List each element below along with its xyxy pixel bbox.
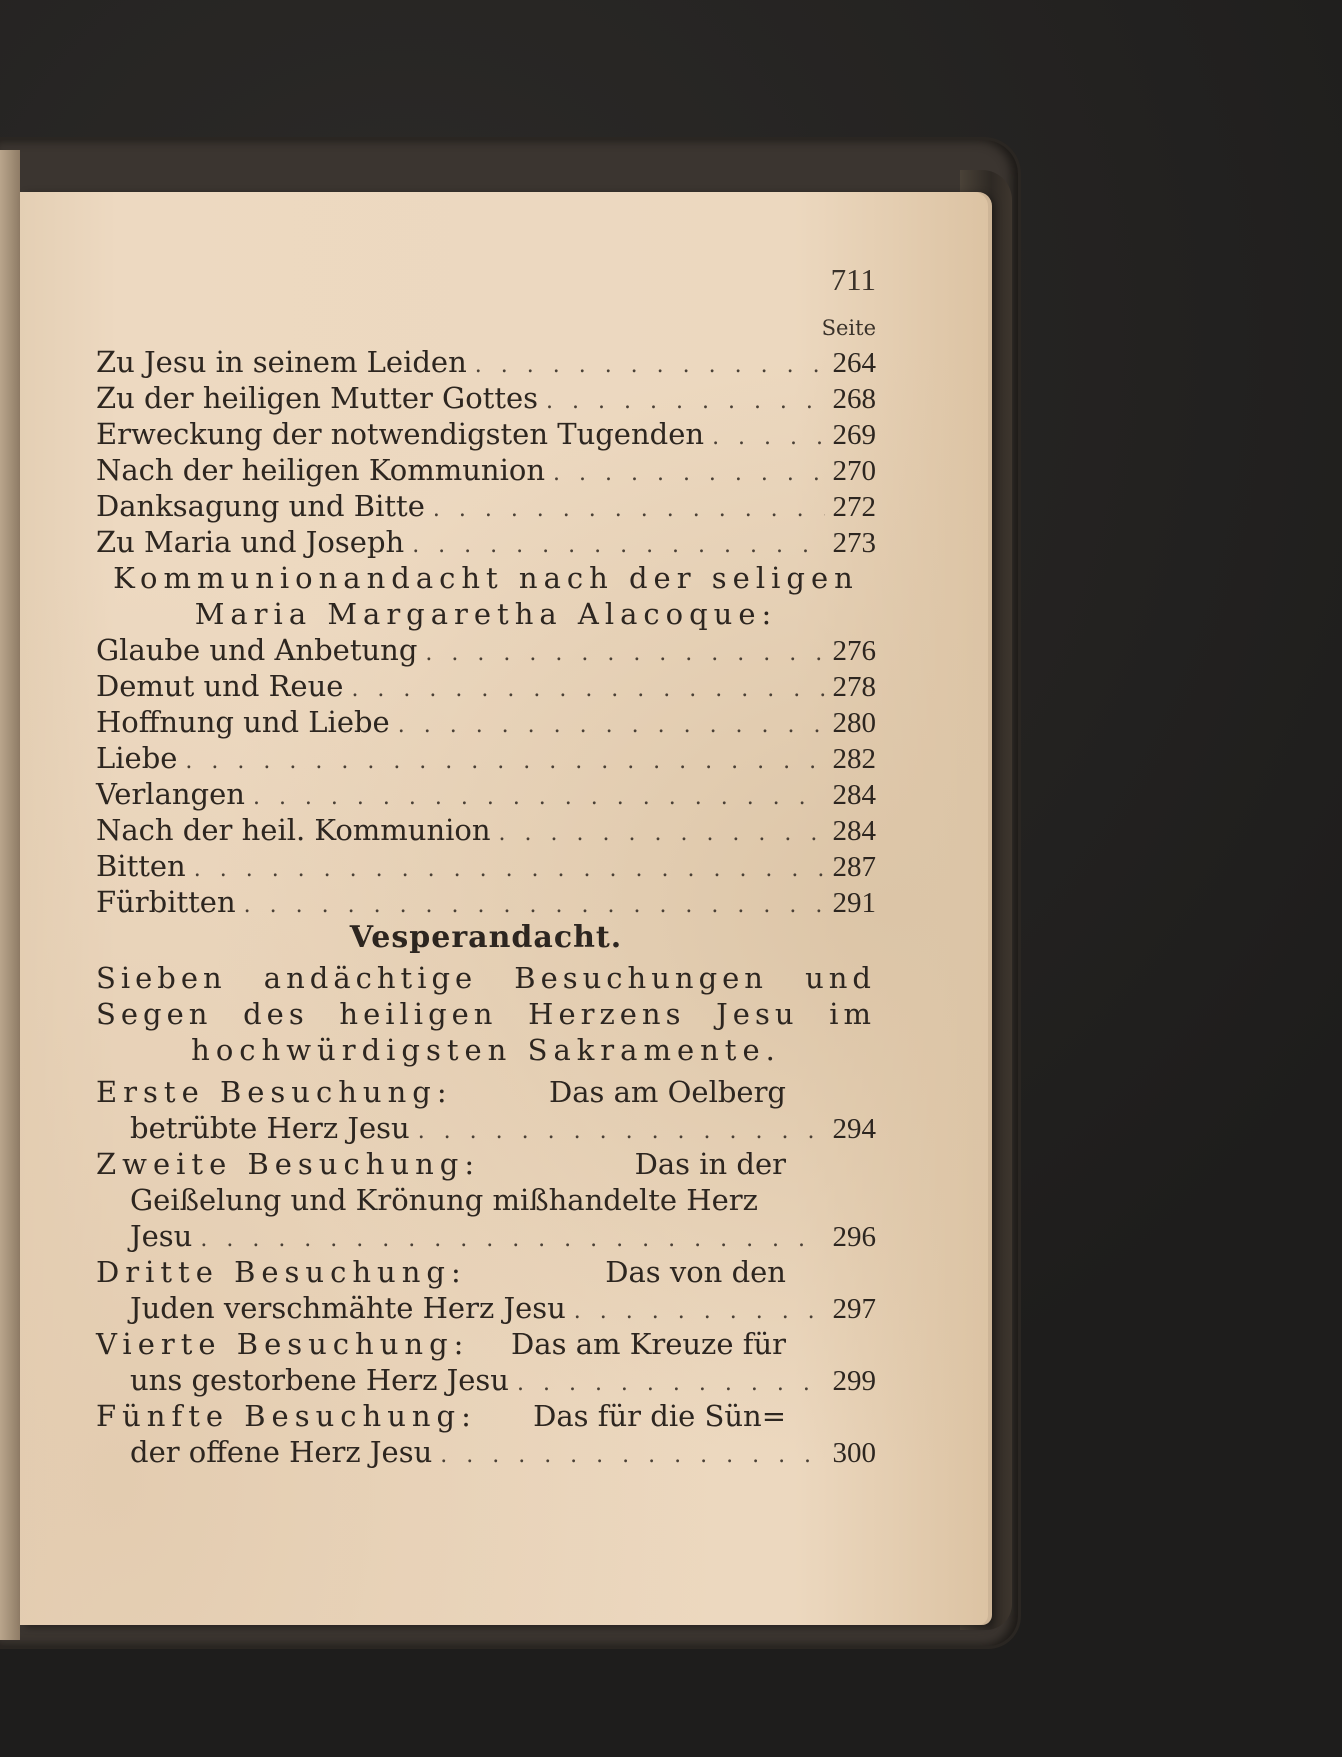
toc-entry: Zu der heiligen Mutter Gottes . . . 268 [96,380,876,416]
visit-entry: Zweite Besuchung: Das in der [96,1147,786,1181]
toc-rows [96,344,876,1470]
book-page [20,192,988,1625]
visit-entry-cont: uns gestorbene Herz Jesu . . . 299 [96,1362,876,1398]
section-heading-cont: Maria Margaretha Alacoque: [194,597,778,631]
toc-entry: Bitten . . . 287 [96,848,876,884]
toc-entry: Hoffnung und Liebe . . . 280 [96,704,876,740]
toc-entry: Zu Maria und Joseph . . . 273 [96,524,876,560]
visit-entry: Fünfte Besuchung: Das für die Sün= [96,1399,786,1433]
toc-entry: Glaube und Anbetung . . . 276 [96,632,876,668]
section-subheading: Sieben andächtige Besuchungen und [96,961,876,995]
page-number: 711 [830,262,876,297]
toc-entry: Verlangen . . . 284 [96,776,876,812]
toc-entry: Nach der heil. Kommunion . . . 284 [96,812,876,848]
toc-entry: Erweckung der notwendigsten Tugenden . . . 269 [96,416,876,452]
toc-entry: Nach der heiligen Kommunion . . . 270 [96,452,876,488]
toc-entry: Zu Jesu in seinem Leiden . . . 264 [96,344,876,380]
section-subheading: hochwürdigsten Sakramente. [191,1033,781,1067]
toc-entry: Fürbitten . . . 291 [96,884,876,920]
visit-entry-cont: Jesu . . . 296 [96,1218,876,1254]
visit-entry: Erste Besuchung: Das am Oelberg [96,1075,786,1109]
section-heading: Kommunionandacht nach der seligen [113,561,859,595]
visit-entry-line2: Geißelung und Krönung mißhandelte Herz [130,1183,758,1217]
section-subheading: Segen des heiligen Herzens Jesu im [96,997,876,1031]
toc-entry: Liebe . . . 282 [96,740,876,776]
visit-entry-cont: Juden verschmähte Herz Jesu . . . 297 [96,1290,876,1326]
visit-entry: Dritte Besuchung: Das von den [96,1255,786,1289]
section-heading-vesper: Vesperandacht. [349,920,623,955]
toc-entry: Demut und Reue . . . 278 [96,668,876,704]
left-page-edge [0,150,20,1640]
page-column-label: Seite [821,316,876,340]
toc-entry: Danksagung und Bitte . . . 272 [96,488,876,524]
visit-entry-cont: der offene Herz Jesu . . . 300 [96,1434,876,1470]
visit-entry-cont: betrübte Herz Jesu . . . 294 [96,1110,876,1146]
visit-entry: Vierte Besuchung: Das am Kreuze für [96,1327,786,1361]
